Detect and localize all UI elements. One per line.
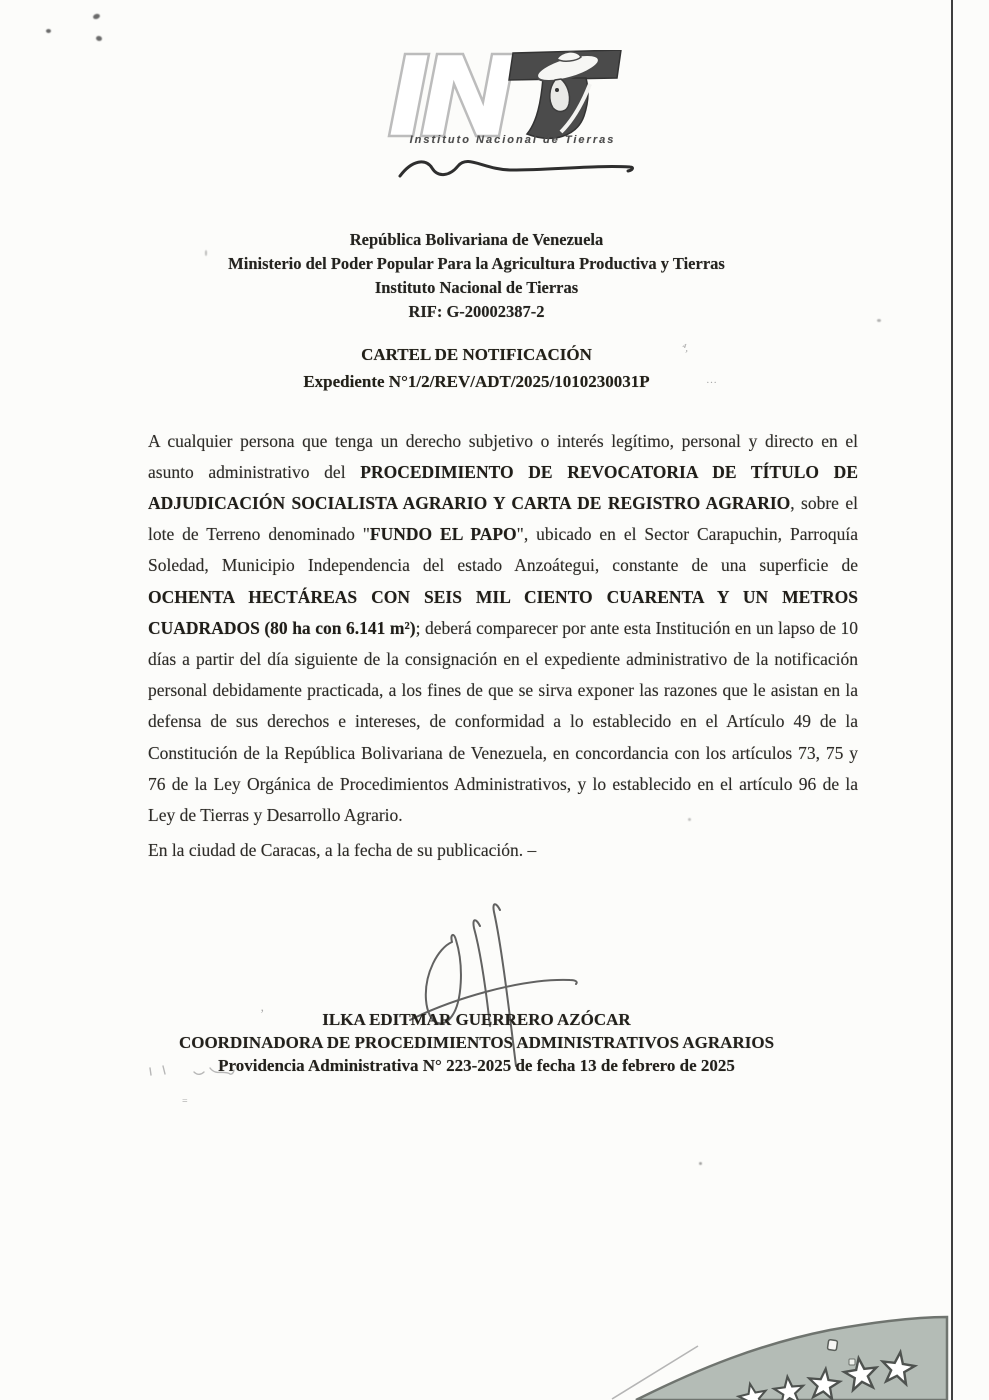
scan-speck <box>699 1162 702 1165</box>
letterhead-ministry: Ministerio del Poder Popular Para la Agricultura Productiva y Tierras <box>228 254 725 273</box>
notice-expediente: Expediente N°1/2/REV/ADT/2025/1010230031P <box>303 372 650 391</box>
scan-speck <box>95 35 102 41</box>
inti-logo <box>385 46 640 196</box>
corner-stars-stamp-icon <box>595 1300 953 1400</box>
scan-smudge: ’ <box>260 1006 265 1021</box>
notice-title-block <box>0 341 953 395</box>
signer-providencia: Providencia Administrativa N° 223-2025 de fecha 13 de febrero de 2025 <box>218 1056 735 1075</box>
letterhead-rif: RIF: G-20002387-2 <box>408 302 545 321</box>
body-paragraph: A cualquier persona que tenga un derecho subjetivo o interés legítimo, personal y directo en el asunto administrativo del PROCEDIMIENTO DE REVOCATORIA DE TÍTULO DE ADJUDICACIÓN SOCIALISTA AGRARIO Y CARTA DE REGISTRO AGRARIO, sobre el lote de Terreno denominado "FUNDO EL PAPO", ubicado en el Sector Carapuchin, Parroquía Soledad, Municipio Independencia del estado Anzoátegui, constante de una superficie de OCHENTA HECTÁREAS CON SEIS MIL CIENTO CUARENTA Y UN METROS CUADRADOS (80 ha con 6.141 m²); deberá comparecer por ante esta Institución en un lapso de 10 días a partir del día siguiente de la consignación en el expediente administrativo de la notificación personal debidamente practicada, a los fines de que se sirva exponer las razones que le asistan en la defensa de sus derechos e intereses, de conformidad a lo establecido en el Artículo 49 de la Constitución de la República Bolivariana de Venezuela, en concordancia con los artículos 73, 75 y 76 de la Ley Orgánica de Procedimientos Administrativos, y lo establecido en el artículo 96 de la Ley de Tierras y Desarrollo Agrario. <box>148 430 859 825</box>
signer-name: ILKA EDITMAR GUERRERO AZÓCAR <box>322 1010 631 1029</box>
closing-line: En la ciudad de Caracas, a la fecha de su publicación. – <box>148 840 537 860</box>
scan-speck <box>92 13 100 20</box>
inti-logo-caption: Instituto Nacional de Tierras <box>409 134 616 146</box>
scan-speck <box>46 29 51 33</box>
letterhead-country: República Bolivariana de Venezuela <box>349 230 604 249</box>
notice-title: CARTEL DE NOTIFICACIÓN <box>361 345 592 364</box>
signer-block <box>0 1008 953 1077</box>
inti-logo-letters-icon <box>385 50 635 142</box>
letterhead <box>0 228 953 324</box>
logo-swoosh-icon <box>390 150 640 190</box>
signer-role: COORDINADORA DE PROCEDIMIENTOS ADMINISTRATIVOS AGRARIOS <box>178 1033 775 1052</box>
scan-smudge: … <box>706 374 719 386</box>
page-edge-line <box>951 0 953 1400</box>
scan-smudge: = <box>182 1096 188 1107</box>
scan-smudge: ⁴, <box>680 341 690 355</box>
letterhead-institute: Instituto Nacional de Tierras <box>374 278 579 297</box>
